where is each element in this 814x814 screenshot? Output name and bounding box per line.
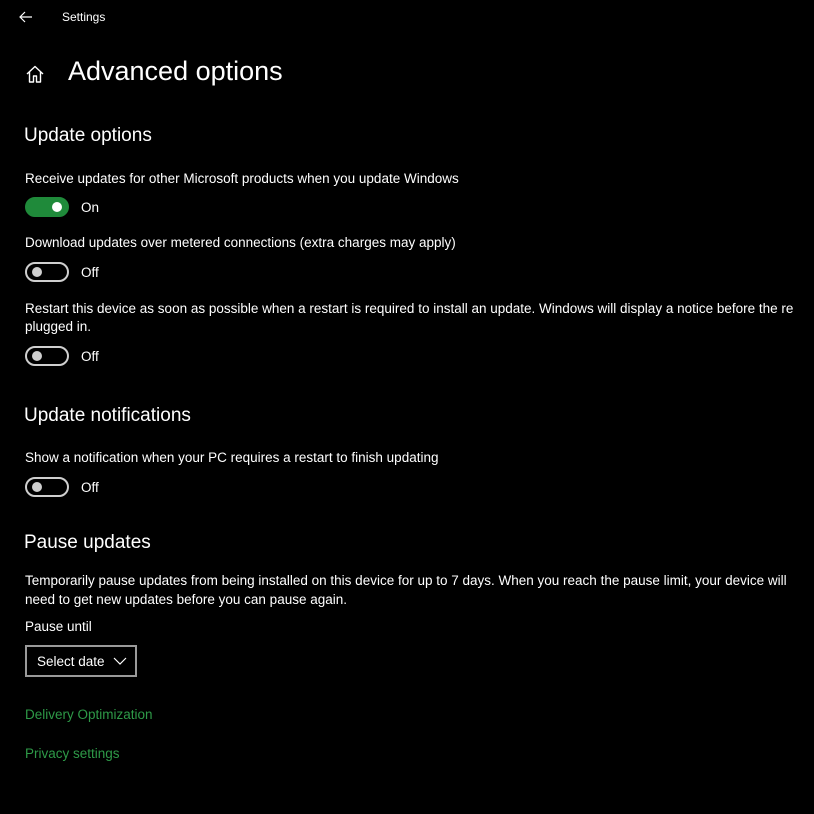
home-button[interactable] xyxy=(22,61,48,87)
pause-until-label: Pause until xyxy=(25,619,92,634)
toggle-metered-connections[interactable] xyxy=(25,262,69,282)
toggle-knob xyxy=(52,202,62,212)
section-heading-pause-updates: Pause updates xyxy=(24,532,151,553)
toggle-state-restart: Off xyxy=(81,349,99,364)
pause-description-line1: Temporarily pause updates from being installed on this device for up to 7 days. When you reach the pause limit, your device will xyxy=(25,573,787,588)
toggle-state-notification: Off xyxy=(81,480,99,495)
dropdown-value: Select date xyxy=(37,654,105,669)
delivery-optimization-link[interactable]: Delivery Optimization xyxy=(25,707,153,722)
toggle-knob xyxy=(32,267,42,277)
toggle-knob xyxy=(32,351,42,361)
chevron-down-icon xyxy=(113,656,127,666)
section-heading-update-notifications: Update notifications xyxy=(24,405,191,426)
section-heading-update-options: Update options xyxy=(24,125,152,146)
pause-date-dropdown[interactable] xyxy=(25,645,137,677)
toggle-other-products[interactable] xyxy=(25,197,69,217)
page-title: Advanced options xyxy=(68,56,283,86)
toggle-restart-asap[interactable] xyxy=(25,346,69,366)
setting-description-metered: Download updates over metered connections (extra charges may apply) xyxy=(25,235,456,250)
back-button[interactable] xyxy=(12,4,40,30)
setting-description-restart-notification: Show a notification when your PC requires a restart to finish updating xyxy=(25,450,439,465)
toggle-knob xyxy=(32,482,42,492)
app-title: Settings xyxy=(62,10,106,24)
title-bar xyxy=(0,0,814,34)
setting-description-other-products: Receive updates for other Microsoft products when you update Windows xyxy=(25,171,459,186)
setting-description-restart-line1: Restart this device as soon as possible when a restart is required to install an update. Windows will display a notice before the re xyxy=(25,301,794,316)
privacy-settings-link[interactable]: Privacy settings xyxy=(25,746,120,761)
toggle-state-other-products: On xyxy=(81,200,100,215)
setting-description-restart-line2: plugged in. xyxy=(25,319,92,334)
toggle-restart-notification[interactable] xyxy=(25,477,69,497)
pause-description-line2: need to get new updates before you can pause again. xyxy=(25,592,347,607)
toggle-state-metered: Off xyxy=(81,265,99,280)
back-arrow-icon xyxy=(19,11,33,23)
home-icon xyxy=(25,64,45,84)
